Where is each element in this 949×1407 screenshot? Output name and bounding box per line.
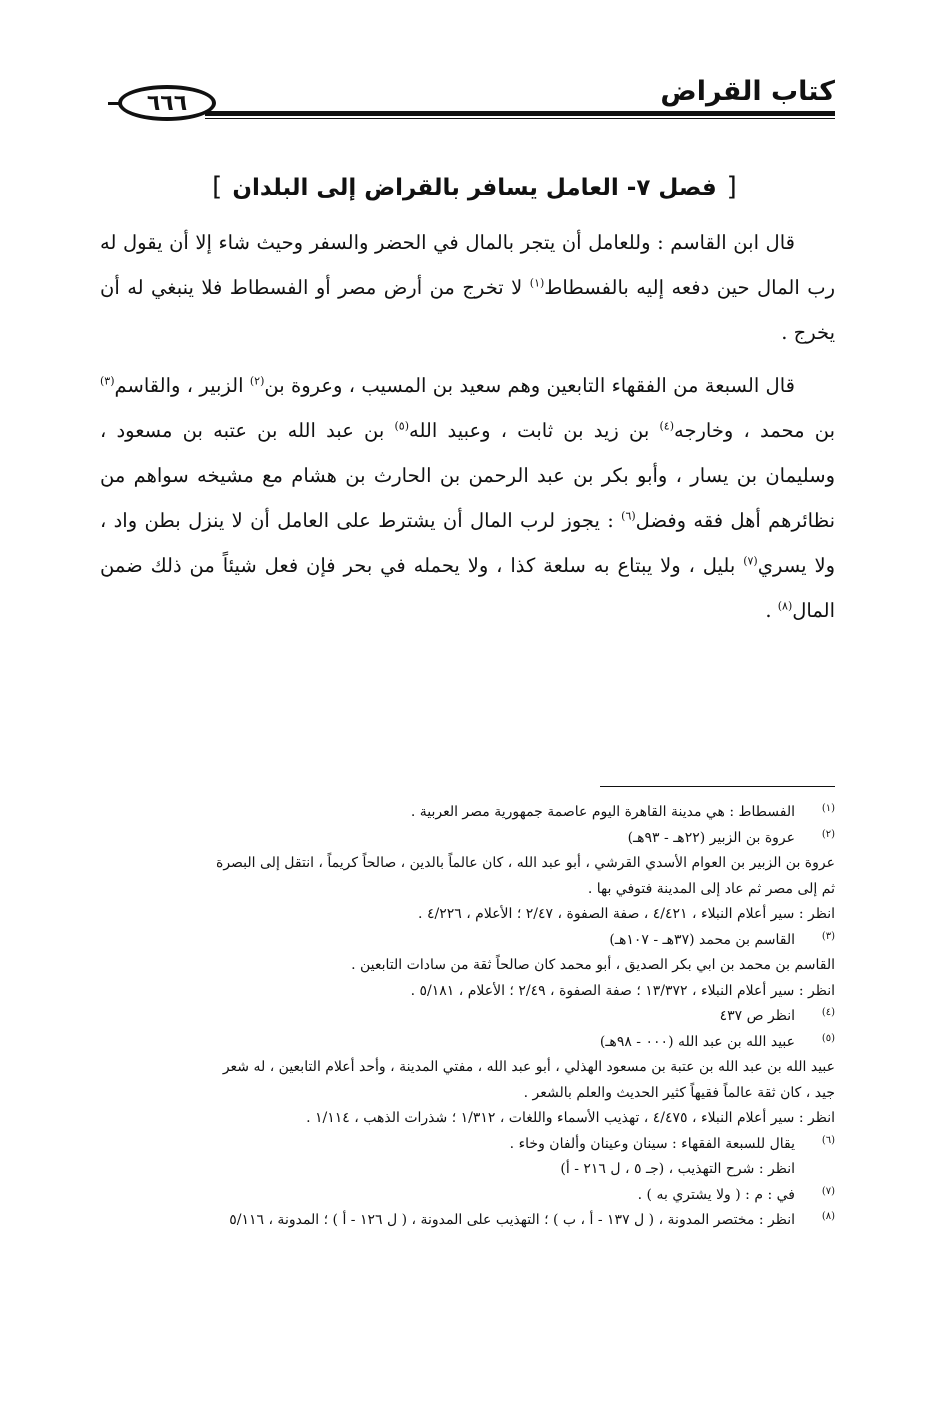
p2-text-g: بليل ، ولا يبتاع به سلعة كذا ، ولا يحمله في بحر فإن فعل شيئاً من ذلك ضمن المال — [100, 554, 835, 622]
paragraph-2 — [100, 363, 835, 633]
footnote-line: انظر : سير أعلام النبلاء ، ٤/٤٧٥ ، تهذيب الأسماء واللغات ، ١/٣١٢ ؛ شذرات الذهب ، ١/١١٤ . — [306, 1110, 835, 1126]
page-header — [110, 72, 835, 127]
footnote-ref-8[interactable]: (٨) — [777, 599, 793, 613]
p2-text-d: بن زيد بن ثابت ، وعبيد الله — [409, 419, 660, 442]
footnote-number: (٢) — [821, 828, 835, 840]
p2-text-h: . — [765, 599, 778, 622]
footnote-ref-5[interactable]: (٥) — [394, 419, 409, 433]
footnote-ref-7[interactable]: (٧) — [743, 554, 758, 568]
footnote-number: (٥) — [821, 1032, 835, 1044]
footnote-7 — [88, 1183, 835, 1209]
footnote-line: عبيد الله بن عبد الله بن عتبة بن مسعود الهذلي ، أبو عبد الله ، مفتي المدينة ، وأحد أعلام التابعين ، له شعر — [222, 1059, 835, 1075]
footnote-2 — [88, 826, 835, 852]
p2-text-b: الزبير ، والقاسم — [114, 374, 250, 397]
footnote-number: (٨) — [821, 1211, 835, 1222]
footnote-line: عروة بن الزبير (٢٢هـ - ٩٣هـ) — [627, 829, 795, 846]
page-number-badge — [118, 85, 216, 121]
footnote-line: عروة بن الزبير بن العوام الأسدي القرشي ، أبو عبد الله ، كان عالماً بالدين ، صالحاً كريماً ، انتقل إلى البصرة — [215, 855, 835, 871]
paragraph-1 — [100, 220, 835, 355]
footnote-line: يقال للسبعة الفقهاء : سينان وعينان وألفان وخاء . — [509, 1135, 795, 1152]
footnote-number: (١) — [821, 803, 835, 814]
p1-text-b: لا تخرج من أرض مصر أو الفسطاط فلا ينبغي له أن يخرج . — [100, 276, 835, 344]
footnote-ref-4[interactable]: (٤) — [659, 419, 674, 433]
footnote-line: انظر : سير أعلام النبلاء ، ١٣/٣٧٢ ؛ صفة الصفوة ، ٢/٤٩ ؛ الأعلام ، ٥/١٨١ . — [410, 982, 835, 999]
footnote-line: انظر : سير أعلام النبلاء ، ٤/٤٢١ ، صفة الصفوة ، ٢/٤٧ ؛ الأعلام ، ٤/٢٢٦ . — [418, 906, 835, 922]
footnote-5-body — [88, 1055, 835, 1132]
footnote-separator — [600, 786, 835, 787]
footnote-3 — [88, 928, 835, 954]
footnote-1 — [88, 800, 835, 826]
footnote-line: في : م : ( ولا يشتري به ) . — [637, 1186, 795, 1203]
footnote-line: انظر ص ٤٣٧ — [719, 1008, 795, 1024]
footnote-line: انظر : مختصر المدونة ، ( ل ١٣٧ - أ ، ب ) ؛ التهذيب على المدونة ، ( ل ١٢٦ - أ ) ؛ المدونة ، ٥/١١٦ — [229, 1212, 795, 1228]
footnote-8 — [88, 1208, 835, 1234]
footnote-4 — [88, 1004, 835, 1030]
footnote-2-body — [88, 851, 835, 928]
section-heading — [0, 172, 949, 202]
section-title: فصل ٧- العامل يسافر بالقراض إلى البلدان — [232, 175, 717, 201]
p2-text-e: بن عبد الله بن عتبه بن مسعود ، وسليمان بن يسار ، وأبو بكر بن عبد الرحمن بن الحارث بن هشام مع مشيخه سواهم من نظائرهم أهل فقه وفضل — [100, 419, 835, 532]
book-title: كتاب القراض — [660, 76, 835, 107]
p2-text-f: : يجوز لرب المال أن يشترط على العامل أن لا ينزل بطن واد ، ولا يسري — [100, 509, 835, 577]
footnote-line: عبيد الله بن عبد الله (٠٠٠ - ٩٨هـ) — [599, 1033, 795, 1050]
main-text — [100, 220, 835, 641]
footnote-line: القاسم بن محمد بن ابي بكر الصديق ، أبو محمد كان صالحاً ثقة من سادات التابعين . — [351, 957, 835, 973]
p1-text-a: قال ابن القاسم : وللعامل أن يتجر بالمال في الحضر والسفر وحيث شاء إلا أن يقول له رب المال حين دفعه إليه بالفسطاط — [100, 231, 835, 299]
footnote-number: (٦) — [821, 1134, 835, 1146]
footnote-number: (٧) — [821, 1185, 835, 1197]
footnote-line: ثم إلى مصر ثم عاد إلى المدينة فتوفي بها . — [587, 880, 835, 897]
footnote-ref-6[interactable]: (٦) — [621, 509, 636, 523]
footnote-line: الفسطاط : هي مدينة القاهرة اليوم عاصمة جمهورية مصر العربية . — [410, 804, 795, 820]
footnote-line: جيد ، كان ثقة عالماً فقيهاً كثير الحديث والعلم بالشعر . — [523, 1084, 835, 1101]
header-rule — [205, 111, 835, 116]
footnote-5 — [88, 1030, 835, 1056]
p2-text-c: بن محمد ، وخارجه — [674, 419, 835, 442]
footnote-6 — [88, 1132, 835, 1158]
footnote-line: انظر : شرح التهذيب ، (جـ ٥ ، ل ٢١٦ - أ) — [560, 1161, 795, 1177]
footnote-3-body — [88, 953, 835, 1004]
footnote-number: (٤) — [821, 1007, 835, 1018]
p2-text-a: قال السبعة من الفقهاء التابعين وهم سعيد بن المسيب ، وعروة بن — [264, 374, 795, 397]
heading-bracket-open: [ — [726, 172, 737, 202]
footnote-number: (٣) — [821, 930, 835, 942]
footnote-line: القاسم بن محمد (٣٧هـ - ١٠٧هـ) — [609, 931, 795, 948]
footnote-ref-3[interactable]: (٣) — [100, 374, 115, 388]
footnote-ref-1[interactable]: (١) — [529, 276, 545, 290]
footnotes — [88, 800, 835, 1234]
footnote-6-body — [88, 1157, 835, 1183]
page-number: ٦٦٦ — [146, 90, 188, 116]
footnote-ref-2[interactable]: (٢) — [249, 374, 265, 388]
header-rule-thin — [205, 118, 835, 119]
heading-bracket-close: ] — [212, 172, 223, 202]
